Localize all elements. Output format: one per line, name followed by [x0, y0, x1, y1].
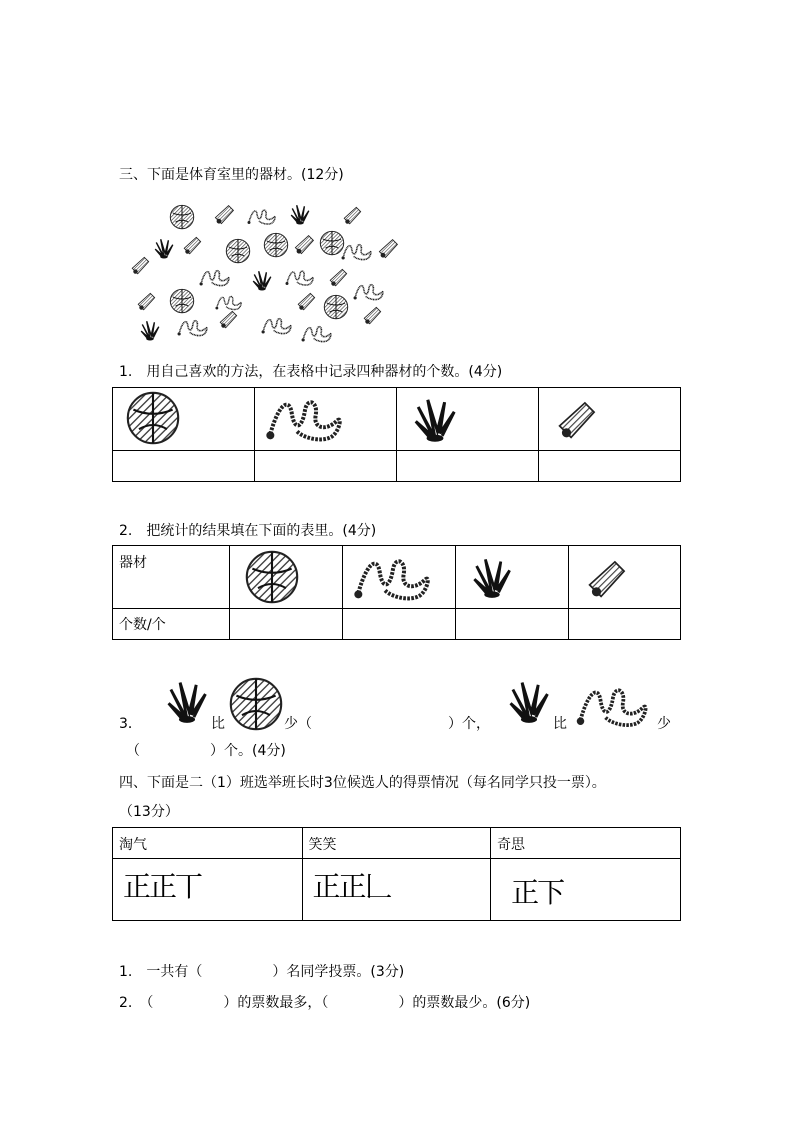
shuttlecock-tally-cell[interactable] [539, 451, 681, 482]
section3-q2: 2. 把统计的结果填在下面的表里。(4分) [119, 523, 377, 539]
section3-title: 三、下面是体育室里的器材。(12分) [119, 167, 344, 183]
candidate-tally: 正正丅 [123, 870, 202, 903]
q3-shao-2: 少 [657, 716, 671, 732]
shuttlecock-icon [215, 206, 233, 224]
candidate-name: 奇思 [497, 837, 526, 853]
grass-count-cell[interactable] [456, 609, 568, 640]
grass-icon [470, 551, 514, 603]
tally-record-table [112, 387, 681, 482]
rope-icon [262, 319, 291, 334]
q3-number: 3． [119, 716, 142, 732]
ball-header-cell [113, 388, 255, 451]
shuttlecock-header-cell [539, 388, 681, 451]
count-result-table [112, 545, 681, 640]
candidate-name: 笑笑 [308, 837, 337, 853]
shuttlecock-header-cell [568, 546, 681, 609]
shuttlecock-icon [138, 293, 155, 310]
ball-header-cell [230, 546, 343, 609]
shuttlecock-icon [344, 207, 361, 224]
shuttlecock-icon [555, 396, 601, 442]
rope-icon [200, 271, 229, 286]
rope-count-cell[interactable] [342, 609, 455, 640]
rope-tally-cell[interactable] [255, 451, 397, 482]
count-label: 个数/个 [119, 617, 166, 633]
ball-icon [228, 676, 284, 732]
ball-icon [226, 239, 249, 262]
equipment-label: 器材 [119, 555, 147, 571]
count-label-cell [113, 609, 230, 640]
shuttlecock-count-cell[interactable] [568, 609, 681, 640]
section4-q1: 1. 一共有（ ）名同学投票。(3分) [119, 964, 405, 980]
shuttlecock-icon [295, 236, 313, 254]
rope-icon [286, 271, 314, 285]
rope-icon [570, 680, 656, 730]
ball-icon [264, 233, 287, 256]
candidate-name: 淘气 [119, 837, 147, 853]
ball-icon [125, 390, 181, 446]
candidate-tally-cell [491, 859, 681, 921]
rope-header-cell [342, 546, 455, 609]
rope-icon [265, 390, 345, 446]
grass-icon [155, 239, 173, 258]
ball-tally-cell[interactable] [113, 451, 255, 482]
rope-icon [248, 210, 276, 224]
section4-title: 四、下面是二（1）班选举班长时3位候选人的得票情况（每名同学只投一票）。 [119, 775, 606, 791]
shuttlecock-icon [220, 311, 237, 328]
section4-points: （13分） [119, 804, 179, 820]
shuttlecock-icon [330, 269, 347, 286]
q3-bi-1: 比 [211, 716, 225, 732]
candidate-tally-cell [113, 859, 303, 921]
equipment-scatter-illustration [125, 196, 415, 348]
q3-bi-2: 比 [553, 716, 567, 732]
shuttlecock-icon [184, 237, 201, 254]
ball-count-cell[interactable] [230, 609, 343, 640]
rope-icon [342, 245, 371, 260]
rope-icon [178, 321, 207, 336]
shuttlecock-icon [379, 240, 397, 258]
grass-header-cell [397, 388, 539, 451]
grass-icon [141, 321, 159, 340]
ball-icon [324, 295, 347, 318]
candidate-name-cell [113, 828, 303, 859]
grass-header-cell [456, 546, 568, 609]
rope-icon [302, 327, 331, 342]
equipment-label-cell [113, 546, 230, 609]
rope-icon [215, 296, 241, 309]
candidate-name-cell [302, 828, 491, 859]
section4-q2: 2. （ ）的票数最多，（ ）的票数最少。(6分) [119, 995, 531, 1011]
shuttlecock-icon [132, 257, 149, 274]
q3-line2: （ ）个。(4分) [126, 743, 286, 759]
grass-icon [411, 393, 459, 445]
grass-icon [506, 676, 552, 726]
candidate-tally: 正正𠃊 [312, 870, 391, 903]
shuttlecock-icon [298, 293, 315, 310]
candidate-name-cell [491, 828, 681, 859]
candidate-tally-cell [302, 859, 491, 921]
vote-table [112, 827, 681, 921]
grass-tally-cell[interactable] [397, 451, 539, 482]
shuttlecock-icon [364, 307, 381, 324]
rope-icon [354, 285, 383, 300]
ball-icon [170, 289, 193, 312]
ball-icon [170, 205, 193, 228]
rope-icon [353, 549, 433, 605]
section3-q1: 1. 用自己喜欢的方法，在表格中记录四种器材的个数。(4分) [119, 364, 503, 380]
ball-icon [244, 549, 300, 605]
grass-icon [253, 271, 271, 290]
grass-icon [291, 205, 309, 224]
ball-icon [320, 231, 343, 254]
rope-header-cell [255, 388, 397, 451]
grass-icon [164, 676, 210, 726]
shuttlecock-icon [585, 555, 631, 601]
q3-shao-1: 少（ [284, 716, 312, 732]
q3-close-1: ）个， [448, 716, 490, 732]
candidate-tally: 正下 [511, 876, 564, 909]
